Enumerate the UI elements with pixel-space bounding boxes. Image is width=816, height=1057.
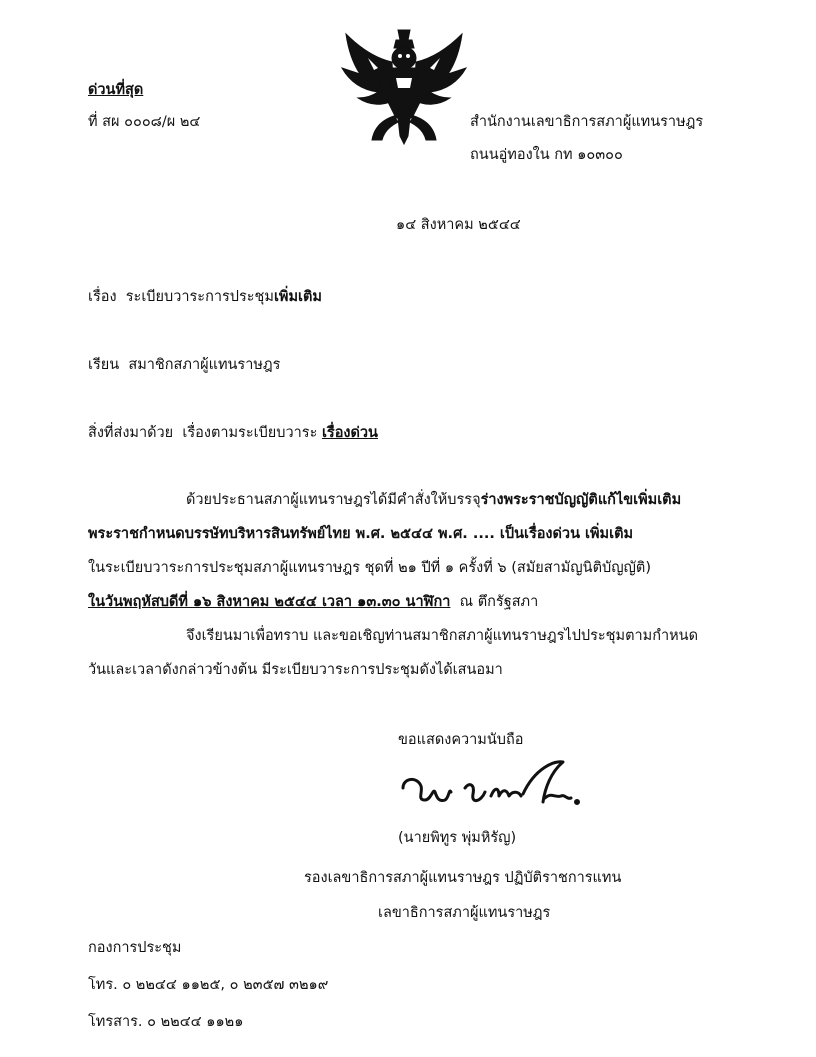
- recipient-text: สมาชิกสภาผู้แทนราษฎร: [128, 357, 281, 373]
- body-line-6: วันและเวลาดังกล่าวข้างต้น มีระเบียบวาระการประชุมดังได้เสนอมา: [88, 662, 503, 678]
- garuda-emblem-icon: [338, 28, 470, 146]
- enclosure-line: [88, 423, 378, 443]
- handwritten-signature-icon: [395, 758, 595, 820]
- phone-numbers: โทร. ๐ ๒๒๔๔ ๑๑๒๕, ๐ ๒๓๕๗ ๓๒๑๙: [88, 977, 329, 993]
- office-address: ถนนอู่ทองใน กท ๑๐๓๐๐: [470, 147, 623, 163]
- body-line-4: [88, 592, 538, 612]
- subject-label: เรื่อง: [88, 289, 117, 305]
- body-line-1-plain: ด้วยประธานสภาผู้แทนราษฎรได้มีคำสั่งให้บรรจุ: [186, 492, 481, 508]
- subject-text: ระเบียบวาระการประชุม: [125, 289, 274, 305]
- signatory-position-2: เลขาธิการสภาผู้แทนราษฎร: [378, 905, 551, 921]
- body-line-1: [186, 490, 681, 510]
- enclosure-emphasis: เรื่องด่วน: [321, 425, 378, 441]
- meeting-datetime: ในวันพฤหัสบดีที่ ๑๖ สิงหาคม ๒๕๔๔ เวลา ๑๓.๓๐ นาฬิกา: [88, 594, 451, 610]
- body-line-3: ในระเบียบวาระการประชุมสภาผู้แทนราษฎร ชุดที่ ๒๑ ปีที่ ๑ ครั้งที่ ๖ (สมัยสามัญนิติบัญญัติ): [88, 560, 651, 576]
- body-line-1-bold: ร่างพระราชบัญญัติแก้ไขเพิ่มเติม: [480, 492, 682, 508]
- subject-line: [88, 287, 322, 307]
- enclosure-label: สิ่งที่ส่งมาด้วย: [88, 425, 174, 441]
- enclosure-text: เรื่องตามระเบียบวาระ: [182, 425, 318, 441]
- reference-number: ที่ สผ ๐๐๐๘/ผ ๒๔: [88, 114, 201, 130]
- body-line-5: จึงเรียนมาเพื่อทราบ และขอเชิญท่านสมาชิกสภาผู้แทนราษฎรไปประชุมตามกำหนด: [186, 628, 699, 644]
- urgency-label: ด่วนที่สุด: [88, 82, 144, 98]
- office-name: สำนักงานเลขาธิการสภาผู้แทนราษฎร: [470, 114, 704, 130]
- department-name: กองการประชุม: [88, 940, 182, 956]
- signatory-position-1: รองเลขาธิการสภาผู้แทนราษฎร ปฏิบัติราชการแทน: [304, 870, 622, 886]
- recipient-line: [88, 355, 280, 375]
- recipient-label: เรียน: [88, 357, 120, 373]
- letter-date: ๑๔ สิงหาคม ๒๕๔๔: [396, 217, 521, 233]
- meeting-location: ณ ตึกรัฐสภา: [459, 594, 539, 610]
- body-line-2: พระราชกำหนดบรรษัทบริหารสินทรัพย์ไทย พ.ศ. ๒๕๔๔ พ.ศ. .... เป็นเรื่องด่วน เพิ่มเติม: [88, 526, 634, 542]
- closing-regards: ขอแสดงความนับถือ: [398, 732, 524, 748]
- subject-emphasis: เพิ่มเติม: [273, 289, 322, 305]
- signatory-name: (นายพิทูร พุ่มหิรัญ): [398, 830, 517, 846]
- fax-number: โทรสาร. ๐ ๒๒๔๔ ๑๑๒๑: [88, 1014, 244, 1030]
